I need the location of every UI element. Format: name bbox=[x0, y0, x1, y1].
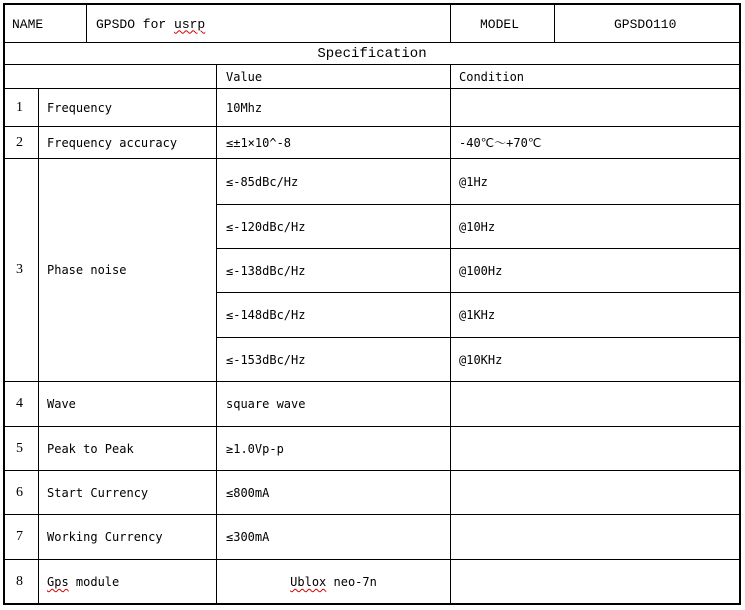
row-item bbox=[47, 560, 119, 604]
row-index: 1 bbox=[16, 99, 23, 115]
row-value: ≤300mA bbox=[226, 530, 270, 544]
row-value: ≥1.0Vp-p bbox=[226, 441, 284, 456]
row-item: Frequency accuracy bbox=[47, 135, 178, 150]
col-divider bbox=[216, 64, 217, 604]
name-value-misspelled: usrp bbox=[174, 16, 206, 32]
col-divider bbox=[450, 4, 451, 42]
row-item: Working Currency bbox=[47, 530, 163, 544]
phase-noise-condition: @1KHz bbox=[459, 308, 496, 322]
row-value: ≤±1×10^-8 bbox=[226, 135, 292, 150]
row-value: square wave bbox=[226, 397, 306, 411]
row-value bbox=[217, 560, 450, 604]
phase-noise-value: ≤-148dBc/Hz bbox=[226, 308, 306, 322]
row-item-rest: module bbox=[68, 575, 120, 589]
phase-noise-condition: @100Hz bbox=[459, 263, 503, 278]
row-divider bbox=[4, 64, 740, 65]
name-value bbox=[96, 6, 205, 42]
row-divider bbox=[4, 88, 740, 89]
model-label: MODEL bbox=[480, 16, 520, 32]
row-value-misspelled: Ublox bbox=[290, 575, 327, 589]
row-item: Peak to Peak bbox=[47, 441, 134, 456]
phase-noise-condition: @10Hz bbox=[459, 219, 496, 234]
row-item: Frequency bbox=[47, 100, 113, 115]
name-value-text: GPSDO for bbox=[96, 16, 175, 32]
row-item: Wave bbox=[47, 397, 76, 411]
row-divider bbox=[4, 381, 740, 382]
row-condition: -40℃～+70℃ bbox=[459, 136, 542, 150]
column-header-condition: Condition bbox=[459, 69, 525, 84]
col-divider bbox=[38, 88, 39, 604]
row-item: Phase noise bbox=[47, 263, 127, 277]
phase-noise-condition: @1Hz bbox=[459, 174, 488, 189]
phase-noise-value: ≤-120dBc/Hz bbox=[226, 219, 306, 234]
col-divider bbox=[86, 4, 87, 42]
phase-noise-value: ≤-85dBc/Hz bbox=[226, 174, 299, 189]
row-value-rest: neo-7n bbox=[326, 575, 377, 589]
row-item-misspelled: Gps bbox=[47, 575, 69, 589]
col-divider bbox=[450, 64, 451, 604]
phase-noise-value: ≤-153dBc/Hz bbox=[226, 352, 306, 367]
spec-title: Specification bbox=[317, 45, 427, 62]
col-divider bbox=[554, 4, 555, 42]
row-index: 6 bbox=[16, 484, 23, 500]
row-index: 5 bbox=[16, 440, 23, 456]
row-index: 2 bbox=[16, 134, 23, 150]
row-index: 7 bbox=[16, 529, 23, 544]
row-index: 8 bbox=[16, 574, 23, 589]
phase-noise-value: ≤-138dBc/Hz bbox=[226, 263, 306, 278]
column-header-value: Value bbox=[226, 69, 263, 84]
model-value: GPSDO110 bbox=[614, 16, 677, 32]
row-item: Start Currency bbox=[47, 485, 149, 500]
row-value: ≤800mA bbox=[226, 485, 270, 500]
row-value: 10Mhz bbox=[226, 100, 263, 115]
name-label: NAME bbox=[12, 16, 44, 32]
phase-noise-condition: @10KHz bbox=[459, 352, 503, 367]
row-index: 3 bbox=[16, 262, 23, 277]
row-index: 4 bbox=[16, 396, 23, 411]
